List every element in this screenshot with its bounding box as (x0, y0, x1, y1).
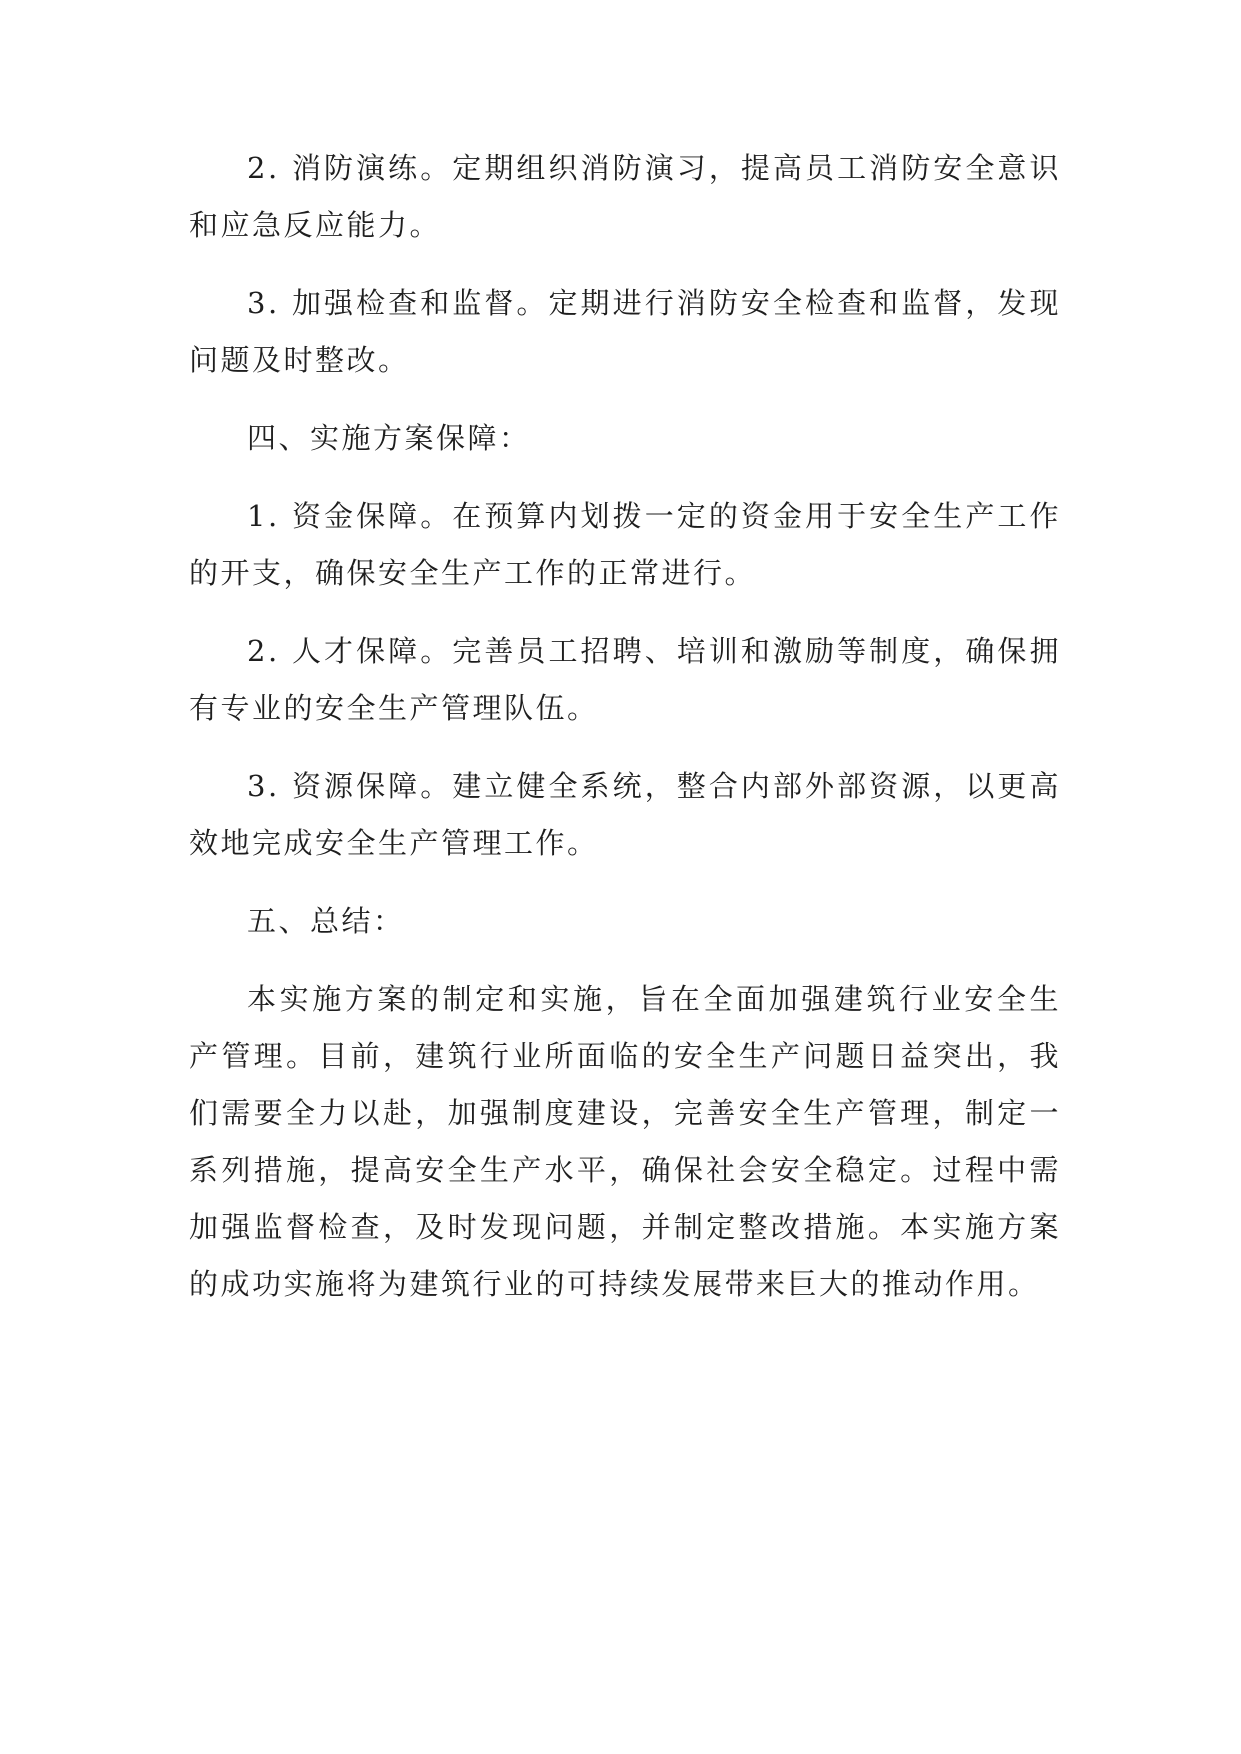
paragraph-resource-guarantee: 3. 资源保障。建立健全系统，整合内部外部资源，以更高效地完成安全生产管理工作。 (189, 769, 1061, 860)
section-heading-guarantee: 四、实施方案保障： (247, 421, 531, 455)
document-body (189, 140, 1061, 1334)
paragraph-talent-guarantee: 2. 人才保障。完善员工招聘、培训和激励等制度，确保拥有专业的安全生产管理队伍。 (189, 634, 1061, 725)
paragraph-summary-body: 本实施方案的制定和实施，旨在全面加强建筑行业安全生产管理。目前，建筑行业所面临的安全生产问题日益突出，我们需要全力以赴，加强制度建设，完善安全生产管理，制定一系列措施，提高安全生产水平，确保社会安全稳定。过程中需加强监督检查，及时发现问题，并制定整改措施。本实施方案的成功实施将为建筑行业的可持续发展带来巨大的推动作用。 (189, 982, 1061, 1301)
paragraph-funding-guarantee: 1. 资金保障。在预算内划拨一定的资金用于安全生产工作的开支，确保安全生产工作的正常进行。 (189, 499, 1061, 590)
paragraph-inspection-supervision: 3. 加强检查和监督。定期进行消防安全检查和监督，发现问题及时整改。 (189, 286, 1061, 377)
section-heading-summary: 五、总结： (247, 904, 405, 938)
paragraph-fire-drill: 2. 消防演练。定期组织消防演习，提高员工消防安全意识和应急反应能力。 (189, 151, 1061, 242)
